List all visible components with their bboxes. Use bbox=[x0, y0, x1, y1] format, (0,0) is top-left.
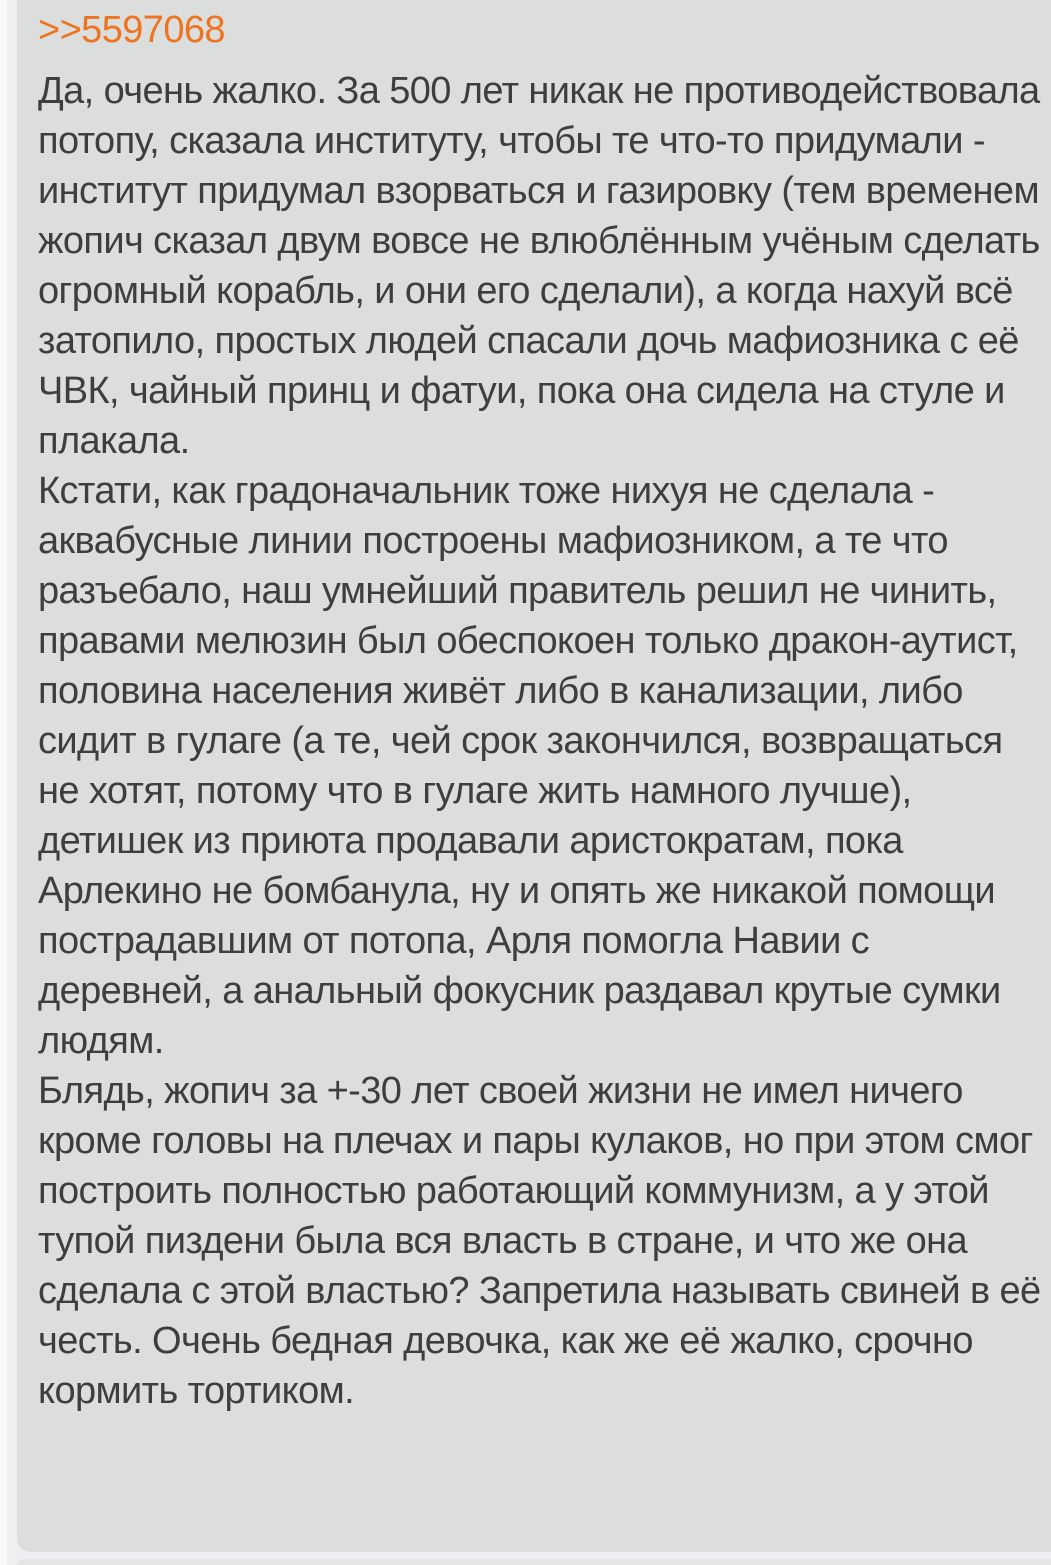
post-paragraph: Да, очень жалко. За 500 лет никак не противодействовала потопу, сказала институту, чтобы те что-то придумали - институт придумал взорваться и газировку (тем временем жопич сказал двум вовсе не влюблённым учёным сделать огромный корабль, и они его сделали), а когда нахуй всё затопило, простых людей спасали дочь мафиозника с её ЧВК, чайный принц и фатуи, пока она сидела на стуле и плакала. bbox=[38, 70, 1040, 462]
post-paragraph: Блядь, жопич за +-30 лет своей жизни не имел ничего кроме головы на плечах и пары кулаков, но при этом смог построить полностью работающий коммунизм, а у этой тупой пиздени была вся власть в стране, и что же она сделала с этой властью? Запретила называть свиней в её честь. Очень бедная девочка, как же её жалко, срочно кормить тортиком. bbox=[38, 1070, 1041, 1412]
post-card bbox=[17, 0, 1051, 1552]
post-paragraph: Кстати, как градоначальник тоже нихуя не сделала - аквабусные линии построены мафиозником, а те что разъебало, наш умнейший правитель решил не чинить, правами мелюзин был обеспокоен только дракон-аутист, половина населения живёт либо в канализации, либо сидит в гулаге (а те, чей срок закончился, возвращаться не хотят, потому что в гулаге жить намного лучше), детишек из приюта продавали аристократам, пока Арлекино не бомбанула, ну и опять же никакой помощи пострадавшим от потопа, Арля помогла Навии с деревней, а анальный фокусник раздавал крутые сумки людям. bbox=[38, 470, 1018, 1062]
reply-quote-link[interactable]: >>5597068 bbox=[38, 9, 225, 51]
next-post-card-edge bbox=[17, 1559, 1051, 1565]
post-body bbox=[38, 66, 1049, 1416]
